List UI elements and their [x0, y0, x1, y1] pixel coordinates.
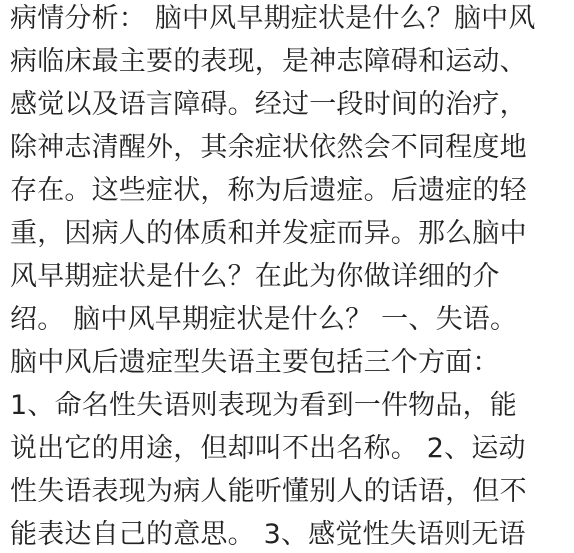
text-line-12: 性失语表现为病人能听懂别人的话语，但不 — [10, 476, 527, 507]
text-line-9: 脑中风后遗症型失语主要包括三个方面： — [10, 347, 500, 378]
text-line-6: 重，因病人的体质和并发症而异。那么脑中 — [10, 218, 527, 249]
text-line-11: 说出它的用途，但却叫不出名称。 2、运动 — [10, 433, 526, 464]
text-line-4: 除神志清醒外，其余症状依然会不同程度地 — [10, 132, 527, 163]
text-line-1: 病情分析： 脑中风早期症状是什么？脑中风 — [10, 3, 536, 34]
text-line-3: 感觉以及语言障碍。经过一段时间的治疗， — [10, 89, 527, 120]
text-line-5: 存在。这些症状，称为后遗症。后遗症的轻 — [10, 175, 527, 206]
text-line-7: 风早期症状是什么？在此为你做详细的介 — [10, 261, 500, 292]
text-line-8: 绍。 脑中风早期症状是什么？ 一、失语。 — [10, 304, 518, 335]
text-line-10: 1、命名性失语则表现为看到一件物品，能 — [10, 390, 517, 421]
text-line-2: 病临床最主要的表现，是神志障碍和运动、 — [10, 46, 527, 77]
text-line-13: 能表达自己的意思。 3、感觉性失语则无语 — [10, 519, 526, 550]
